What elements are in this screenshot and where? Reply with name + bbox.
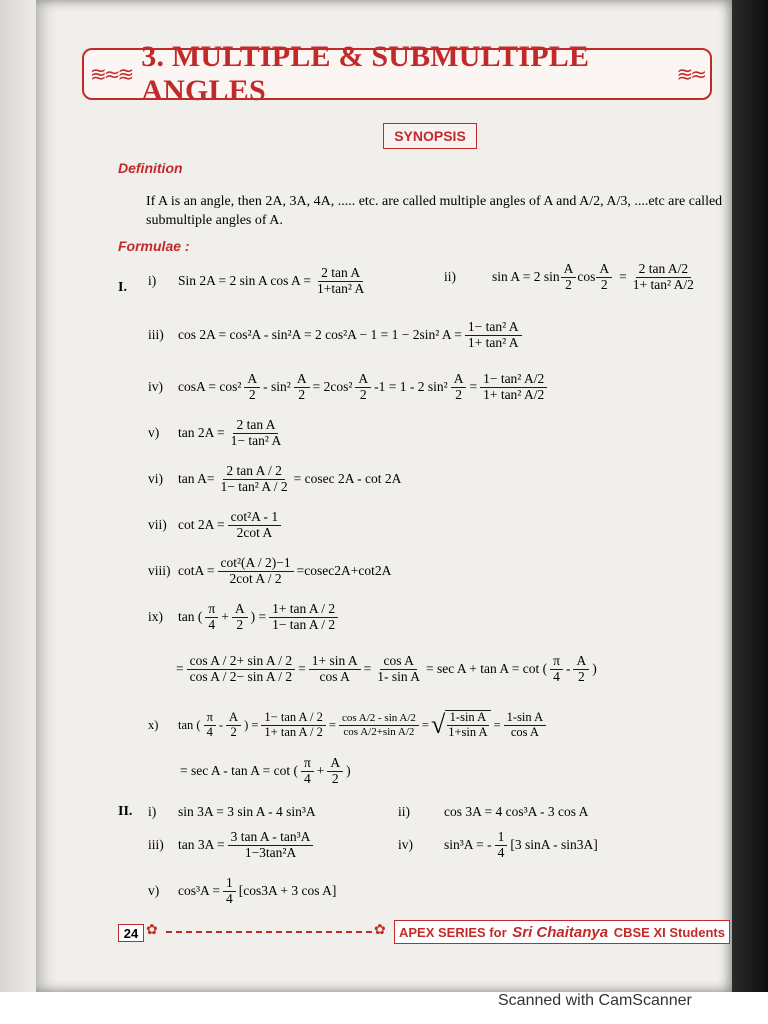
chapter-banner [82,40,712,107]
formula-text: = [176,661,184,677]
denominator: 1+ tan A / 2 [264,724,323,739]
formula-text: = [328,717,336,732]
formula-text: = 2cos² [312,379,353,395]
numerator: π [301,756,314,772]
numerator: 1 [223,876,236,892]
formula-text: + [221,609,229,625]
formula-ix-continuation [176,654,597,685]
numerator: π [550,654,563,670]
denominator: 2 [236,616,244,632]
denominator: 1− tan A / 2 [272,616,336,632]
fraction [480,372,547,403]
formula-label: v) [148,425,160,441]
numerator: cos A / 2+ sin A / 2 [187,654,296,670]
series-suffix: CBSE XI Students [610,924,725,940]
denominator: 2 [455,386,462,402]
formula-label: ix) [148,609,163,625]
numerator: 3 tan A - tan³A [228,830,314,846]
group-two-label: II. [118,804,133,819]
footer-divider [166,931,372,933]
formula-text: ) [346,763,351,779]
numerator: A [294,372,310,388]
formula-rhs: [3 sinA - sin3A] [510,837,598,853]
camscanner-watermark: Scanned with CamScanner [498,992,692,1009]
formula-ii-ii [398,804,588,820]
formula-lhs: tan ( [178,717,201,732]
fraction [226,711,241,740]
sqrt-icon: √ [430,710,446,739]
formula-text: - [218,717,224,732]
denominator: 1−3tan²A [244,844,297,860]
fraction [187,654,296,685]
ornament-right-icon: ≋≈ [676,62,704,86]
formula-rhs: = sec A + tan A = cot ( [426,661,548,677]
denominator: 2cot A / 2 [229,570,282,586]
formula-ii-v [148,876,336,907]
denominator: 4 [208,616,216,632]
fraction [261,711,325,740]
formula-ix [148,602,341,633]
formula-lhs: sin A = 2 sin [492,269,560,285]
denominator: 2 [331,770,339,786]
formula-lhs: cot 2A = [178,517,225,533]
fraction [218,464,291,495]
numerator: A [244,372,260,388]
denominator: 1- sin A [377,668,421,684]
flower-ornament-icon: ✿ [146,922,158,938]
fraction [596,262,612,293]
denominator: 2 [359,386,367,402]
formula-label: i) [148,273,157,289]
formula-ii-i [148,804,316,820]
formula-v [148,418,287,449]
page-number: 24 [118,924,144,942]
formula-lhs: cotA = [178,563,215,579]
numerator: 1− tan A / 2 [261,711,325,726]
formula-lhs: tan 2A = [178,425,225,441]
formula-text: cos 3A = 4 cos³A - 3 cos A [444,804,589,819]
denominator: 1+sin A [448,725,488,739]
formula-rhs: [cos3A + 3 cos A] [238,883,337,899]
fraction [561,262,577,293]
formula-lhs: tan ( [178,609,203,625]
formula-text: = [493,717,501,732]
flower-ornament-icon: ✿ [374,922,386,938]
numerator: 2 tan A [318,266,363,282]
denominator: 2 [298,386,306,402]
numerator: cos A/2 - sin A/2 [339,712,419,725]
formula-text: = [421,717,429,732]
formulae-heading: Formulae : [118,238,190,254]
formula-lhs: cos³A = [178,883,221,899]
formula-label: vii) [148,517,167,533]
numerator: A [232,602,248,618]
numerator: 2 tan A/2 [636,262,692,278]
fraction [339,712,419,737]
numerator: 1− tan² A [465,320,522,336]
formula-text: - sin² [263,379,291,395]
formula-vi [148,464,401,495]
formula-vii [148,510,284,541]
formula-text: cosA = cos² [178,379,242,395]
formula-text: ) [592,661,597,677]
numerator: cot²(A / 2)−1 [218,556,294,572]
numerator: π [205,602,218,618]
denominator: cos A [510,724,539,739]
fraction [294,372,310,403]
formula-label: iii) [148,327,164,343]
formula-i [148,266,370,297]
fraction [205,602,218,633]
numerator: 2 tan A / 2 [223,464,285,480]
denominator: cos A/2+sin A/2 [343,725,415,738]
formula-rhs: =cosec2A+cot2A [296,563,392,579]
numerator: 1+ sin A [309,654,361,670]
numerator: A [451,372,467,388]
formula-lhs: = sec A - tan A = cot ( [180,763,298,779]
fraction [223,876,236,907]
formula-iv [148,372,550,403]
formula-text: = [363,661,372,677]
fraction [451,372,467,403]
numerator: A [561,262,577,278]
formula-label: x) [148,717,159,732]
denominator: 4 [497,844,505,860]
numerator: 1− tan² A/2 [480,372,547,388]
formula-label: iv) [398,837,413,853]
formula-label: vi) [148,471,163,487]
formula-label: i) [148,804,157,819]
ornament-left-icon: ≋≈≋ [90,62,132,86]
denominator: 2 [565,276,572,292]
numerator: 2 tan A [233,418,278,434]
fraction [630,262,697,293]
fraction [355,372,371,403]
formula-label: ii) [444,269,456,285]
series-prefix: APEX SERIES for [399,924,511,940]
formula-text: - [565,661,571,677]
formula-text: cos [577,269,596,285]
denominator: 2 [600,276,608,292]
fraction [228,418,285,449]
fraction [309,654,361,685]
numerator: 1 [495,830,508,846]
numerator: A [573,654,589,670]
fraction [269,602,338,633]
formula-label: ii) [398,804,410,819]
denominator: 2cot A [236,524,273,540]
fraction [573,654,589,685]
formula-ii-iii [148,830,316,861]
formula-lhs: cos 2A = cos²A - sin²A = 2 cos²A − 1 = 1 − 2sin² A = [178,327,462,343]
formula-rhs: = cosec 2A - cot 2A [293,471,402,487]
denominator: 1+ tan² A [467,334,519,350]
formula-ii [444,262,700,293]
numerator: cot²A - 1 [228,510,282,526]
formula-text: = [298,661,306,677]
fraction [228,830,314,861]
fraction [301,756,314,787]
formula-lhs: sin³A = - [444,837,492,853]
fraction [504,711,546,740]
formula-label: viii) [148,563,171,579]
fraction [327,756,343,787]
denominator: 1+ tan² A/2 [483,386,545,402]
formula-viii [148,556,391,587]
numerator: A [355,372,371,388]
formula-lhs: Sin 2A = 2 sin A cos A = [178,273,312,289]
formula-ii-iv [398,830,598,861]
page-left-margin [0,0,36,992]
group-one-label: I. [118,280,127,295]
denominator: 2 [577,668,585,684]
numerator: A [226,711,241,726]
formula-text: = [619,269,627,285]
formula-lhs: tan 3A = [178,837,225,853]
fraction [550,654,563,685]
fraction [228,510,282,541]
numerator: 1-sin A [504,711,546,726]
fraction [314,266,367,297]
fraction [374,654,423,685]
numerator: 1+ tan A / 2 [269,602,338,618]
denominator: cos A [319,668,350,684]
formula-text: sin 3A = 3 sin A - 4 sin³A [178,804,316,819]
formula-text: ) = [244,717,259,732]
formula-label: iii) [148,837,164,853]
fraction [244,372,260,403]
series-brand: Sri Chaitanya [512,923,609,941]
denominator: 4 [206,724,213,739]
formula-text: = [469,379,478,395]
denominator: 2 [248,386,256,402]
numerator: A [596,262,612,278]
denominator: 4 [226,890,233,906]
numerator: cos A [380,654,416,670]
denominator: 1− tan² A / 2 [220,478,288,494]
formula-x [148,710,549,740]
fraction [218,556,294,587]
denominator: 4 [553,668,560,684]
denominator: 1+tan² A [317,280,365,296]
numerator: 1-sin A [447,711,489,726]
denominator: 1− tan² A [230,432,282,448]
fraction [465,320,522,351]
formula-iii [148,320,525,351]
fraction [232,602,248,633]
chapter-title: 3. MULTIPLE & SUBMULTIPLE ANGLES [141,40,590,107]
fraction [204,711,216,740]
series-banner [394,920,730,944]
numerator: π [204,711,216,726]
formula-text: + [316,763,325,779]
formula-text: ) = [250,609,267,625]
formula-text: -1 = 1 - 2 sin² [374,379,448,395]
denominator: 4 [304,770,311,786]
definition-heading: Definition [118,160,183,176]
formula-label: iv) [148,379,163,395]
fraction [445,710,490,740]
denominator: 1+ tan² A/2 [632,276,694,292]
formula-label: v) [148,883,160,899]
definition-text: If A is an angle, then 2A, 3A, 4A, ..... etc. are called multiple angles of A and A/2, A/3, ....etc are called submultiple angles of A. [146,194,723,228]
numerator: A [327,756,343,772]
fraction [495,830,508,861]
denominator: 2 [230,724,237,739]
synopsis-label: SYNOPSIS [383,123,477,149]
formula-x-continuation [180,756,351,787]
formula-lhs: tan A= [178,471,215,487]
denominator: cos A / 2− sin A / 2 [189,668,293,684]
book-spine-shadow [732,0,768,992]
